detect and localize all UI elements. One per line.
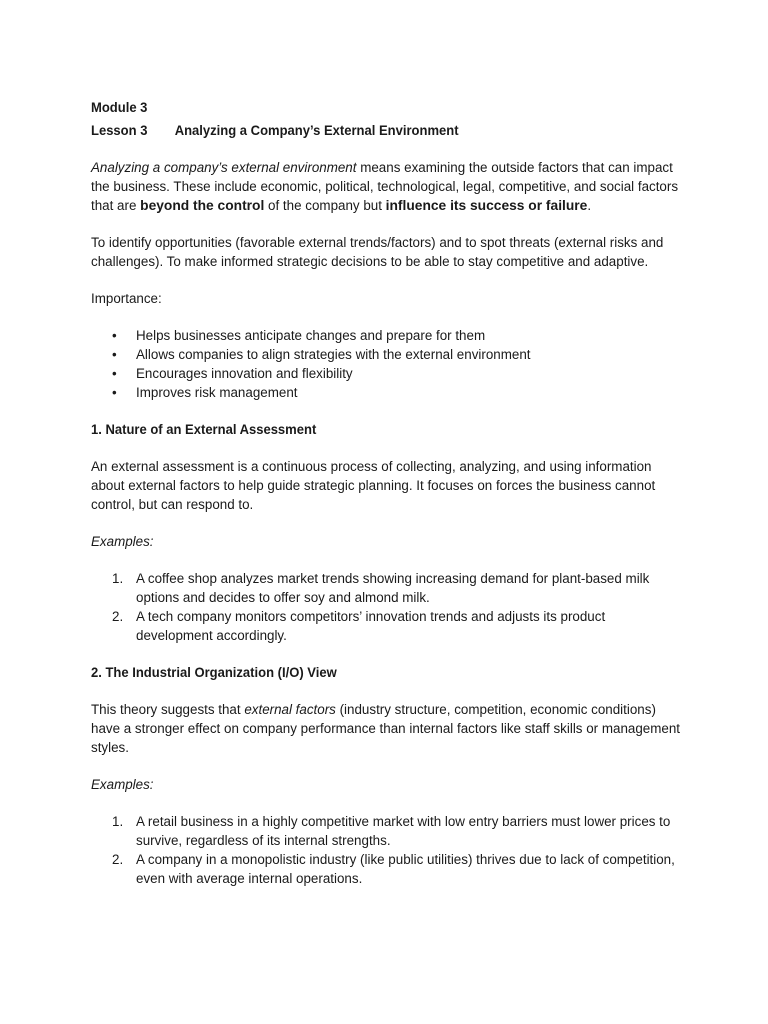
section2-examples-list — [91, 812, 680, 888]
list-item: • Improves risk management — [91, 383, 680, 402]
list-number: 1. — [112, 814, 124, 829]
importance-list — [91, 326, 680, 402]
list-number: 2. — [112, 609, 124, 624]
section2-body-em: external factors — [244, 702, 336, 717]
intro-term: Analyzing a company’s external environment — [91, 160, 357, 175]
section2-body — [91, 700, 680, 757]
intro-paragraph — [91, 158, 680, 215]
lesson-title: Analyzing a Company’s External Environment — [174, 122, 459, 138]
list-item-text: A coffee shop analyzes market trends showing increasing demand for plant-based milk options and decides to offer soy and almond milk. — [136, 571, 650, 605]
section1-examples-label: Examples: — [91, 534, 154, 549]
module-heading: Module 3 — [91, 99, 148, 115]
purpose-paragraph: To identify opportunities (favorable external trends/factors) and to spot threats (external risks and challenges). To make informed strategic decisions to be able to stay competitive and adaptive. — [91, 235, 664, 269]
section2-title: 2. The Industrial Organization (I/O) View — [91, 664, 337, 680]
lesson-heading — [91, 119, 639, 142]
list-number: 1. — [112, 571, 124, 586]
list-item — [91, 607, 680, 645]
section2-body-1: This theory suggests that — [91, 702, 245, 717]
section2-body-2: (industry structure, competition, economic conditions) have a stronger effect on company performance than internal factors like staff skills or management styles. — [91, 702, 680, 755]
section1-examples-list — [91, 569, 680, 645]
intro-bold-1: beyond the control — [140, 198, 265, 213]
list-item-text: A retail business in a highly competitive market with low entry barriers must lower prices to survive, regardless of its internal strengths. — [136, 814, 671, 848]
intro-text-1: means examining the outside factors that can impact the business. These include economic, political, technological, legal, competitive, and social factors that are — [91, 160, 679, 213]
list-item — [91, 569, 680, 607]
intro-text-3: . — [587, 198, 592, 213]
list-item: • Encourages innovation and flexibility — [91, 364, 680, 383]
intro-text-2: of the company but — [264, 198, 386, 213]
list-item — [91, 812, 680, 850]
importance-label: Importance: — [91, 291, 162, 306]
list-item: • Allows companies to align strategies with the external environment — [91, 345, 680, 364]
section1-title: 1. Nature of an External Assessment — [91, 421, 317, 437]
list-number: 2. — [112, 852, 124, 867]
section2-examples-label: Examples: — [91, 777, 154, 792]
list-item-text: A company in a monopolistic industry (like public utilities) thrives due to lack of competition, even with average internal operations. — [136, 852, 675, 886]
list-item-text: A tech company monitors competitors’ innovation trends and adjusts its product development accordingly. — [136, 609, 606, 643]
list-item: • Helps businesses anticipate changes and prepare for them — [91, 326, 680, 345]
list-item — [91, 850, 680, 888]
lesson-label: Lesson 3 — [91, 122, 148, 138]
section1-body: An external assessment is a continuous process of collecting, analyzing, and using information about external factors to help guide strategic planning. It focuses on forces the business cannot control, but can respond to. — [91, 459, 656, 512]
intro-bold-2: influence its success or failure — [385, 198, 588, 213]
